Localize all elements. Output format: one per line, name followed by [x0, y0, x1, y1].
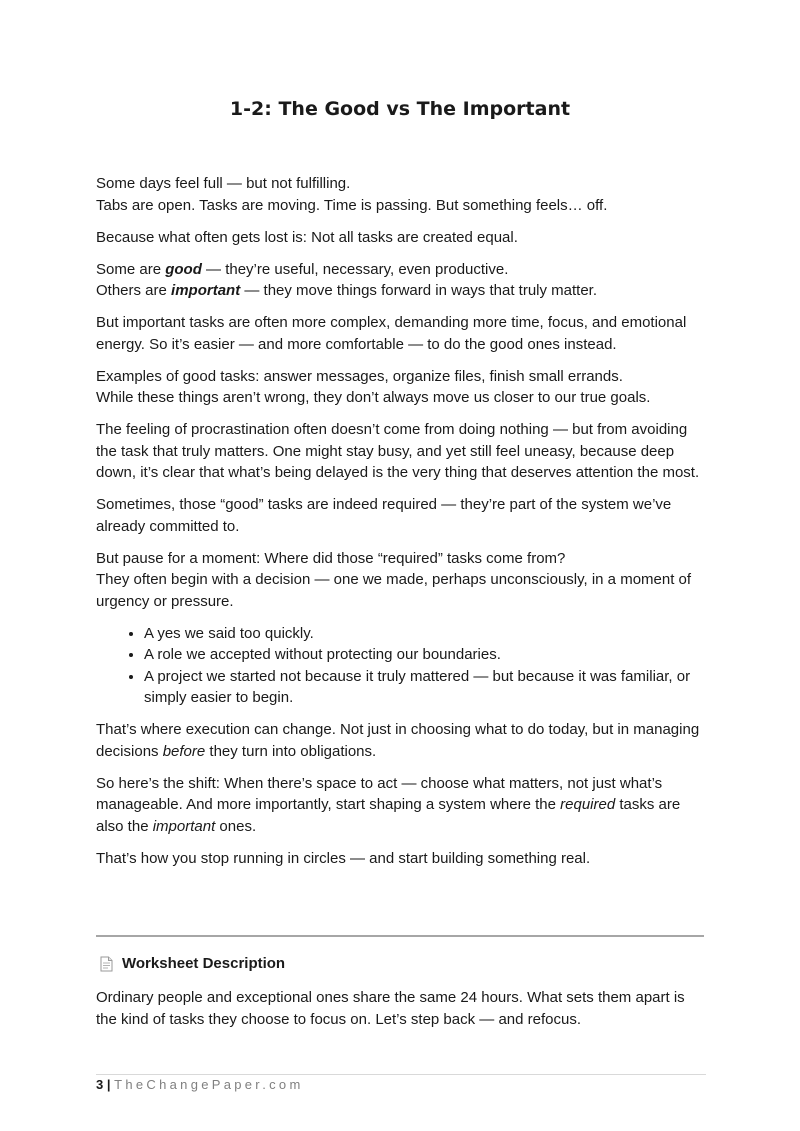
emphasis-important: important [171, 282, 241, 299]
worksheet-description: Ordinary people and exceptional ones share the same 24 hours. What sets them apart is the kind of tasks they choose to focus on. Let’s step back — and refocus. [96, 989, 685, 1028]
footer-divider [96, 1074, 706, 1075]
emphasis-before: before [162, 742, 206, 760]
paragraph-good-important [96, 259, 706, 302]
emphasis-important: important [152, 817, 216, 835]
paragraph-closing: That’s how you stop running in circles — and start building something real. [96, 849, 591, 867]
paragraph-pause [96, 548, 706, 613]
worksheet-heading [100, 955, 285, 972]
paragraph: Because what often gets lost is: Not all tasks are created equal. [96, 228, 518, 246]
text-line: But pause for a moment: Where did those “required” tasks come from? [96, 549, 566, 567]
paragraph-execution [96, 719, 706, 762]
text-fragment: tasks are also the [96, 796, 681, 835]
footer-site: TheChangePaper.com [114, 1077, 304, 1092]
footer-separator: | [103, 1077, 115, 1092]
list-item: • A role we accepted without protecting our boundaries. [144, 644, 706, 666]
text-fragment: they turn into obligations. [205, 742, 377, 760]
text-line: While these things aren’t wrong, they don’t always move us closer to our true goals. [96, 389, 651, 406]
emphasis-required: required [560, 796, 616, 813]
text-fragment: Some are [96, 260, 166, 278]
page-footer [96, 1077, 304, 1092]
text-line: Some days feel full — but not fulfilling. [96, 175, 351, 192]
text-fragment: That’s where execution can change. Not just in choosing what to do today, but in managing decisions [96, 721, 700, 760]
text-line: Examples of good tasks: answer messages, organize files, finish small errands. [96, 367, 623, 385]
page-number: 3 [96, 1077, 104, 1092]
emphasis-good: good [165, 260, 202, 278]
text-fragment: — they’re useful, necessary, even productive. [201, 260, 509, 278]
worksheet-heading-label: Worksheet Description [122, 955, 286, 972]
paragraph: Sometimes, those “good” tasks are indeed required — they’re part of the system we’ve already committed to. [96, 496, 672, 535]
paragraph-examples [96, 366, 706, 409]
bullet-list [96, 623, 706, 709]
text-fragment: — they move things forward in ways that truly matter. [240, 282, 598, 299]
paragraph: The feeling of procrastination often doesn’t come from doing nothing — but from avoiding the task that truly matters. One might stay busy, and yet still feel uneasy, because deep down, it’s clear that what’s being delayed is the very thing that deserves attention the most. [96, 421, 700, 481]
list-item: • A yes we said too quickly. [144, 623, 706, 645]
document-icon [100, 956, 113, 972]
paragraph-intro [96, 173, 706, 216]
text-fragment: ones. [215, 817, 257, 835]
text-fragment: Others are [96, 282, 172, 299]
paragraph-shift [96, 773, 706, 838]
text-line: Tabs are open. Tasks are moving. Time is passing. But something feels… off. [96, 196, 608, 214]
list-item: • A project we started not because it truly mattered — but because it was familiar, or simply easier to begin. [144, 666, 706, 709]
text-line: They often begin with a decision — one we made, perhaps unconsciously, in a moment of urgency or pressure. [96, 571, 692, 610]
page-title: 1-2: The Good vs The Important [229, 98, 571, 120]
body-text [96, 173, 706, 880]
section-divider [96, 935, 704, 937]
text-fragment: So here’s the shift: When there’s space to act — choose what matters, not just what’s manageable. And more importantly, start shaping a system where the [96, 774, 663, 813]
paragraph: But important tasks are often more complex, demanding more time, focus, and emotional energy. So it’s easier — and more comfortable — to do the good ones instead. [96, 314, 687, 353]
